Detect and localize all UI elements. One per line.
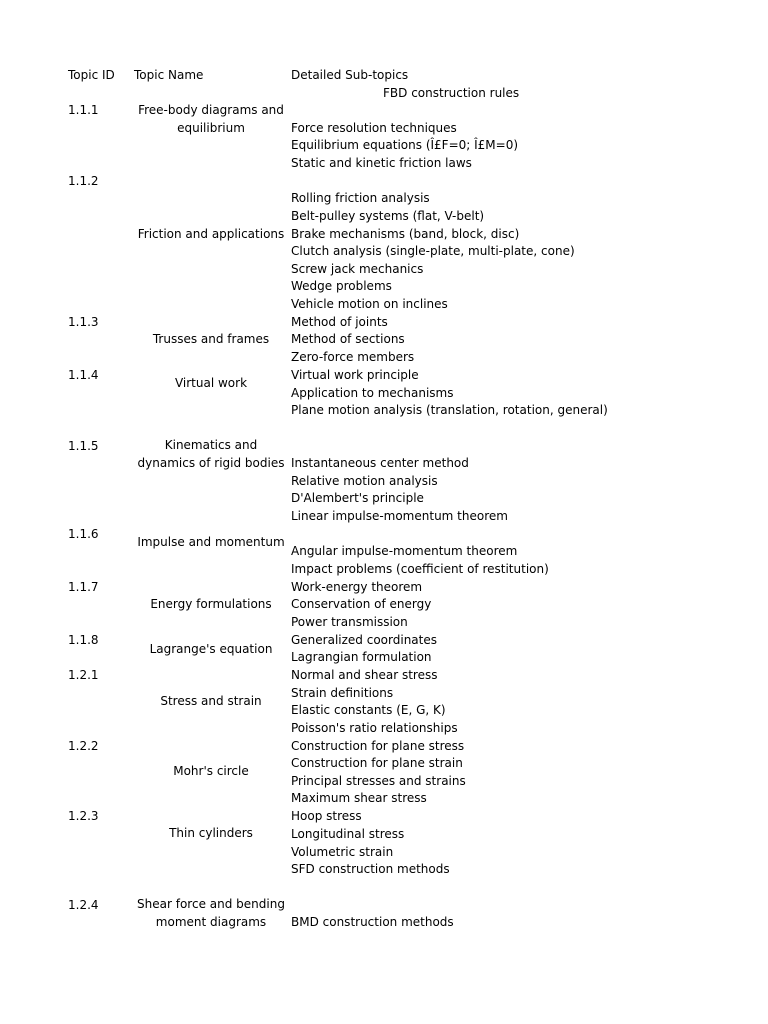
sub-topic: Longitudinal stress (291, 827, 405, 841)
topic-id: 1.1.5 (68, 439, 99, 453)
first-sub-topic: FBD construction rules (383, 86, 520, 100)
topic-id: 1.1.4 (68, 368, 99, 382)
header-topic-name: Topic Name (134, 68, 204, 82)
sub-topic: Vehicle motion on inclines (291, 297, 448, 311)
topic-name: Thin cylinders (169, 826, 253, 840)
sub-topic: Virtual work principle (291, 368, 419, 382)
sub-topic: SFD construction methods (291, 862, 450, 876)
sub-topic: Elastic constants (E, G, K) (291, 703, 446, 717)
sub-topic: Work-energy theorem (291, 580, 423, 594)
topic-id: 1.2.4 (68, 898, 99, 912)
sub-topic: BMD construction methods (291, 915, 454, 929)
header-topic-id: Topic ID (68, 68, 115, 82)
sub-topic: Poisson's ratio relationships (291, 721, 458, 735)
sub-topic: Construction for plane strain (291, 756, 463, 770)
sub-topic: Principal stresses and strains (291, 774, 466, 788)
sub-topic: Wedge problems (291, 279, 392, 293)
sub-topic: D'Alembert's principle (291, 491, 424, 505)
sub-topic: Force resolution techniques (291, 121, 457, 135)
sub-topic: Clutch analysis (single-plate, multi-plate, cone) (291, 244, 575, 258)
sub-topic: Angular impulse-momentum theorem (291, 544, 518, 558)
sub-topic: Normal and shear stress (291, 668, 438, 682)
topic-id: 1.1.6 (68, 527, 99, 541)
sub-topic: Plane motion analysis (translation, rotation, general) (291, 403, 608, 417)
topic-name: Impulse and momentum (137, 535, 285, 549)
sub-topic: Maximum shear stress (291, 791, 427, 805)
topic-id: 1.1.2 (68, 174, 99, 188)
sub-topic: Conservation of energy (291, 597, 432, 611)
topic-name: Virtual work (174, 376, 248, 390)
sub-topic: Relative motion analysis (291, 474, 438, 488)
sub-topic: Linear impulse-momentum theorem (291, 509, 508, 523)
topic-id: 1.1.1 (68, 103, 99, 117)
topic-name: Mohr's circle (173, 764, 249, 778)
topic-name: Friction and applications (137, 227, 285, 241)
topic-name: Stress and strain (160, 694, 262, 708)
topic-name: Energy formulations (150, 597, 272, 611)
topic-name: Trusses and frames (152, 332, 270, 346)
sub-topic: Rolling friction analysis (291, 191, 430, 205)
sub-topic: Generalized coordinates (291, 633, 437, 647)
sub-topic: Static and kinetic friction laws (291, 156, 472, 170)
topic-name: Free-body diagrams and equilibrium (138, 103, 284, 135)
topic-id: 1.1.7 (68, 580, 99, 594)
sub-topic: Equilibrium equations (Î£F=0; Î£M=0) (291, 138, 519, 152)
sub-topic: Brake mechanisms (band, block, disc) (291, 227, 520, 241)
sub-topic: Screw jack mechanics (291, 262, 424, 276)
sub-topic: Strain definitions (291, 686, 394, 700)
topic-id: 1.2.3 (68, 809, 99, 823)
sub-topic: Construction for plane stress (291, 739, 465, 753)
header-sub-topics: Detailed Sub-topics (291, 68, 409, 82)
sub-topic: Belt-pulley systems (flat, V-belt) (291, 209, 485, 223)
topic-id: 1.1.3 (68, 315, 99, 329)
sub-topic: Volumetric strain (291, 845, 394, 859)
sub-topic: Hoop stress (291, 809, 362, 823)
topic-name: Lagrange's equation (149, 642, 273, 656)
sub-topic: Zero-force members (291, 350, 415, 364)
sub-topic: Instantaneous center method (291, 456, 469, 470)
sub-topic: Lagrangian formulation (291, 650, 432, 664)
sub-topic: Power transmission (291, 615, 408, 629)
sub-topic: Method of joints (291, 315, 388, 329)
sub-topic: Application to mechanisms (291, 386, 454, 400)
topic-id: 1.2.2 (68, 739, 99, 753)
topic-id: 1.2.1 (68, 668, 99, 682)
topic-name: Kinematics and dynamics of rigid bodies (137, 438, 285, 470)
sub-topic: Impact problems (coefficient of restitution) (291, 562, 549, 576)
topic-id: 1.1.8 (68, 633, 99, 647)
sub-topic: Method of sections (291, 332, 405, 346)
topic-name: Shear force and bending moment diagrams (137, 897, 285, 929)
